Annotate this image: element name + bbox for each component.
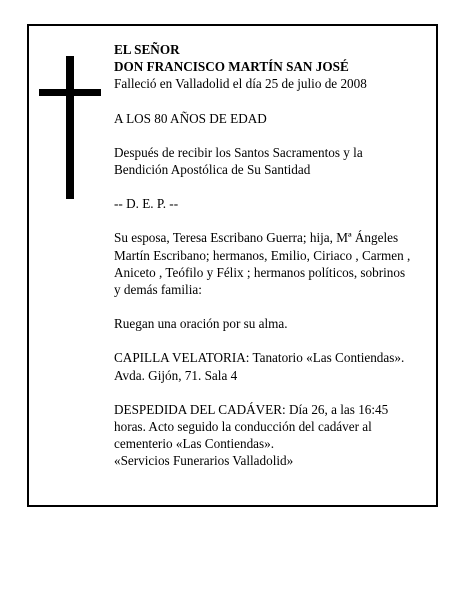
obituary-text <box>114 41 434 470</box>
sacraments-block <box>114 144 434 178</box>
death-date-line: Falleció en Valladolid el día 25 de julio de 2008 <box>114 76 367 92</box>
rip-block <box>114 195 434 212</box>
chapel-block <box>114 349 434 383</box>
prayer-block <box>114 315 434 332</box>
age-line: A LOS 80 AÑOS DE EDAD <box>114 110 267 126</box>
sacraments-line-2: Bendición Apostólica de Su Santidad <box>114 162 311 178</box>
family-line-2: Martín Escribano; hermanos, Emilio, Ciriaco , Carmen , <box>114 247 411 263</box>
title-line-1: EL SEÑOR <box>114 42 180 57</box>
chapel-line-1: CAPILLA VELATORIA: Tanatorio «Las Contiendas». <box>114 350 405 366</box>
farewell-line-2: horas. Acto seguido la conducción del cadáver al <box>114 419 372 435</box>
prayer-line: Ruegan una oración por su alma. <box>114 316 288 332</box>
cross-vertical-bar <box>66 56 74 199</box>
cross-horizontal-bar <box>39 89 101 96</box>
funeral-service-line: «Servicios Funerarios Valladolid» <box>114 453 294 469</box>
rip-line: -- D. E. P. -- <box>114 196 179 212</box>
obituary-notice-frame <box>27 24 438 507</box>
family-line-3: Aniceto , Teófilo y Félix ; hermanos políticos, sobrinos <box>114 264 406 280</box>
family-block <box>114 229 434 298</box>
farewell-line-3: cementerio «Las Contiendas». <box>114 436 275 452</box>
chapel-line-2: Avda. Gijón, 71. Sala 4 <box>114 367 238 383</box>
sacraments-line-1: Después de recibir los Santos Sacramentos y la <box>114 144 363 160</box>
farewell-block <box>114 401 434 470</box>
header-block <box>114 41 434 93</box>
family-line-4: y demás familia: <box>114 282 202 298</box>
deceased-name: DON FRANCISCO MARTÍN SAN JOSÉ <box>114 59 349 75</box>
farewell-line-1: DESPEDIDA DEL CADÁVER: Día 26, a las 16:45 <box>114 401 389 417</box>
cross-icon <box>39 56 101 199</box>
family-line-1: Su esposa, Teresa Escribano Guerra; hija, Mª Ángeles <box>114 230 399 246</box>
age-block <box>114 110 434 127</box>
